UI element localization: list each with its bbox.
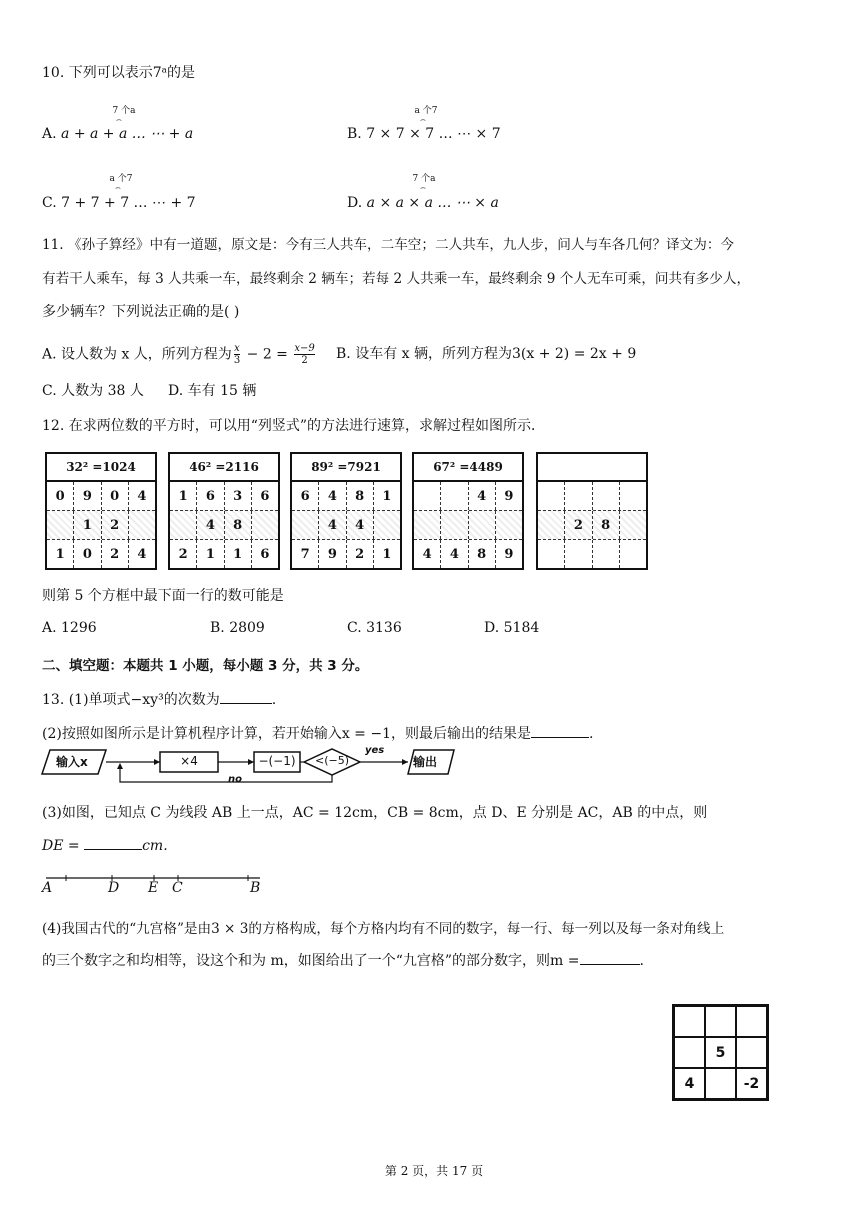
q12-question: 则第 5 个方框中最下面一行的数可能是 [42, 588, 284, 604]
q13-part2: (2)按照如图所示是计算机程序计算，若开始输入x = −1，则最后输出的结果是 . [42, 726, 594, 742]
point-d-label: D [108, 880, 120, 896]
square-box-row [538, 540, 646, 568]
digit-cell: 1 [47, 540, 74, 568]
digit-cell: 1 [197, 540, 224, 568]
q11-line3: 多少辆车？下列说法正确的是( ) [42, 304, 240, 320]
square-box [45, 452, 157, 570]
q13-part1: 13. (1)单项式−xy³的次数为 . [42, 692, 277, 708]
digit-cell: 8 [347, 482, 374, 510]
digit-cell [292, 511, 319, 539]
digit-cell: 7 [292, 540, 319, 568]
digit-cell: 6 [260, 488, 270, 504]
q10-d-brace: ⌢ [420, 183, 426, 193]
digit-cell [469, 511, 496, 539]
square-box-row [292, 540, 400, 568]
point-c-label: C [172, 880, 183, 896]
grid-cell [674, 1037, 705, 1068]
digit-cell: 2 [170, 540, 197, 568]
square-box [290, 452, 402, 570]
digit-cell: 4 [319, 511, 346, 539]
digit-cell [414, 482, 441, 510]
grid-cell: -2 [736, 1068, 767, 1099]
flow-sub-label: −(−1) [258, 754, 296, 768]
digit-cell: 8 [593, 511, 620, 539]
digit-cell: 4 [137, 488, 147, 504]
nine-square-grid [672, 1004, 769, 1101]
q10-b-over: a 个7 [414, 106, 438, 116]
digit-cell: 4 [319, 482, 346, 510]
digit-cell: 6 [292, 482, 319, 510]
q13-part3-line1: (3)如图，已知点 C 为线段 AB 上一点，AC = 12cm，CB = 8cm，点 D、E 分别是 AC，AB 的中点，则 [42, 805, 708, 821]
digit-cell [565, 482, 592, 510]
digit-cell [374, 511, 400, 539]
q12-stem: 12. 在求两位数的平方时，可以用“列竖式”的方法进行速算，求解过程如图所示． [42, 418, 546, 434]
square-box-title: 67² =4489 [414, 454, 522, 482]
digit-cell [414, 511, 441, 539]
digit-cell: 9 [504, 546, 514, 562]
grid-cell [736, 1037, 767, 1068]
digit-cell: 4 [441, 540, 468, 568]
square-box [168, 452, 280, 570]
digit-cell: 2 [347, 540, 374, 568]
digit-cell: 2 [565, 511, 592, 539]
square-box-row [414, 510, 522, 540]
section-heading: 二、填空题：本题共 1 小题，每小题 3 分，共 3 分。 [42, 658, 369, 674]
page-footer: 第 2 页，共 17 页 [384, 1164, 484, 1178]
digit-cell [538, 540, 565, 568]
square-box-row [47, 482, 155, 510]
digit-cell: 1 [382, 488, 392, 504]
digit-cell: 2 [102, 540, 129, 568]
digit-cell: 1 [225, 540, 252, 568]
flow-input-label: 输入x [56, 755, 88, 769]
flow-yes-label: yes [365, 745, 385, 756]
digit-cell [538, 482, 565, 510]
q11-option-c: C. 人数为 38 人 [42, 383, 144, 399]
q11-option-a: A. 设人数为 x 人，所列方程为 $\frac{x}{3}$ − 2 = $\frac{x-9}{2}$ [42, 343, 315, 366]
q10-option-c: C. 7 + 7 + 7 … ⋯ + 7 [42, 195, 196, 211]
square-box [536, 452, 648, 570]
q12-option-a: A. 1296 [42, 620, 97, 636]
digit-cell: 6 [197, 482, 224, 510]
digit-cell: 4 [137, 546, 147, 562]
digit-cell: 2 [102, 511, 129, 539]
square-box-row [292, 510, 400, 540]
q11-option-d: D. 车有 15 辆 [168, 383, 257, 399]
point-a-label: A [42, 880, 53, 896]
flow-no-label: no [228, 774, 242, 785]
digit-cell [441, 482, 468, 510]
digit-cell: 0 [74, 540, 101, 568]
grid-cell [736, 1006, 767, 1037]
digit-cell [620, 540, 646, 568]
q10-stem: 10. 下列可以表示7ᵃ的是 [42, 65, 196, 81]
digit-cell: 0 [47, 482, 74, 510]
square-box-row [292, 482, 400, 510]
q10-a-over: 7 个a [112, 106, 136, 116]
grid-cell [705, 1006, 736, 1037]
grid-cell: 5 [705, 1037, 736, 1068]
digit-cell: 9 [504, 488, 514, 504]
digit-cell: 1 [74, 511, 101, 539]
q13-part4-line2: 的三个数字之和均相等，设这个和为 m，如图给出了一个“九宫格”的部分数字，则m = . [42, 953, 644, 969]
flow-cond-label: <(−5) [314, 754, 349, 767]
q13-part4-line1: (4)我国古代的“九宫格”是由3 × 3的方格构成，每个方格内均有不同的数字，每一行、每一列以及每一条对角线上 [42, 921, 725, 937]
square-box-row [47, 540, 155, 568]
q10-d-over: 7 个a [412, 174, 436, 184]
digit-cell [538, 511, 565, 539]
square-box-title: 46² =2116 [170, 454, 278, 482]
q10-option-a: A. a + a + a … ⋯ + a [42, 126, 194, 142]
digit-cell [47, 511, 74, 539]
square-box-row [47, 510, 155, 540]
q12-option-d: D. 5184 [484, 620, 540, 636]
q13-part3-line2: DE = cm. [42, 838, 168, 854]
digit-cell [170, 511, 197, 539]
digit-cell: 4 [347, 511, 374, 539]
digit-cell: 8 [469, 540, 496, 568]
digit-cell [620, 511, 646, 539]
q10-b-brace: ⌢ [420, 115, 426, 125]
digit-cell [496, 511, 522, 539]
digit-cell: 9 [319, 540, 346, 568]
digit-cell [620, 482, 646, 510]
flow-mul-label: ×4 [180, 754, 198, 768]
q11-line1: 11. 《孙子算经》中有一道题，原文是：今有三人共车，二车空；二人共车，九人步，问人与车各几何？译文为：今 [42, 237, 735, 253]
digit-cell: 4 [197, 511, 224, 539]
digit-cell [129, 511, 155, 539]
square-box-title: 32² =1024 [47, 454, 155, 482]
square-box-row [414, 482, 522, 510]
digit-cell [593, 540, 620, 568]
q11-line2: 有若干人乘车，每 3 人共乘一车，最终剩余 2 辆车；若每 2 人共乘一车，最终剩余 9 个人无车可乘，问共有多少人， [42, 271, 751, 287]
square-box [412, 452, 524, 570]
digit-cell: 6 [260, 546, 270, 562]
q10-option-d: D. a × a × a … ⋯ × a [347, 195, 499, 211]
q10-c-brace: ⌢ [115, 183, 121, 193]
square-box-row [170, 540, 278, 568]
q10-a-brace: ⌢ [116, 115, 122, 125]
square-box-title [538, 454, 646, 482]
digit-cell [565, 540, 592, 568]
digit-cell: 0 [102, 482, 129, 510]
square-box-row [170, 482, 278, 510]
square-box-row [170, 510, 278, 540]
point-e-label: E [148, 880, 159, 896]
grid-cell: 4 [674, 1068, 705, 1099]
digit-cell [252, 511, 278, 539]
digit-cell: 4 [469, 482, 496, 510]
q12-option-c: C. 3136 [347, 620, 402, 636]
square-box-row [414, 540, 522, 568]
square-box-row [538, 510, 646, 540]
digit-cell: 9 [74, 482, 101, 510]
digit-cell: 8 [225, 511, 252, 539]
square-box-row [538, 482, 646, 510]
digit-cell [593, 482, 620, 510]
grid-cell [705, 1068, 736, 1099]
grid-cell [674, 1006, 705, 1037]
digit-cell: 4 [414, 540, 441, 568]
q12-option-b: B. 2809 [210, 620, 265, 636]
flowchart [40, 746, 460, 786]
digit-cell: 1 [170, 482, 197, 510]
digit-cell [441, 511, 468, 539]
square-box-title: 89² =7921 [292, 454, 400, 482]
q10-c-over: a 个7 [109, 174, 133, 184]
point-b-label: B [250, 880, 261, 896]
flow-output-label: 输出 [413, 755, 438, 769]
q11-option-b: B. 设车有 x 辆，所列方程为3(x + 2) = 2x + 9 [336, 346, 637, 362]
q10-option-b: B. 7 × 7 × 7 … ⋯ × 7 [347, 126, 501, 142]
digit-cell: 3 [225, 482, 252, 510]
digit-cell: 1 [382, 546, 392, 562]
